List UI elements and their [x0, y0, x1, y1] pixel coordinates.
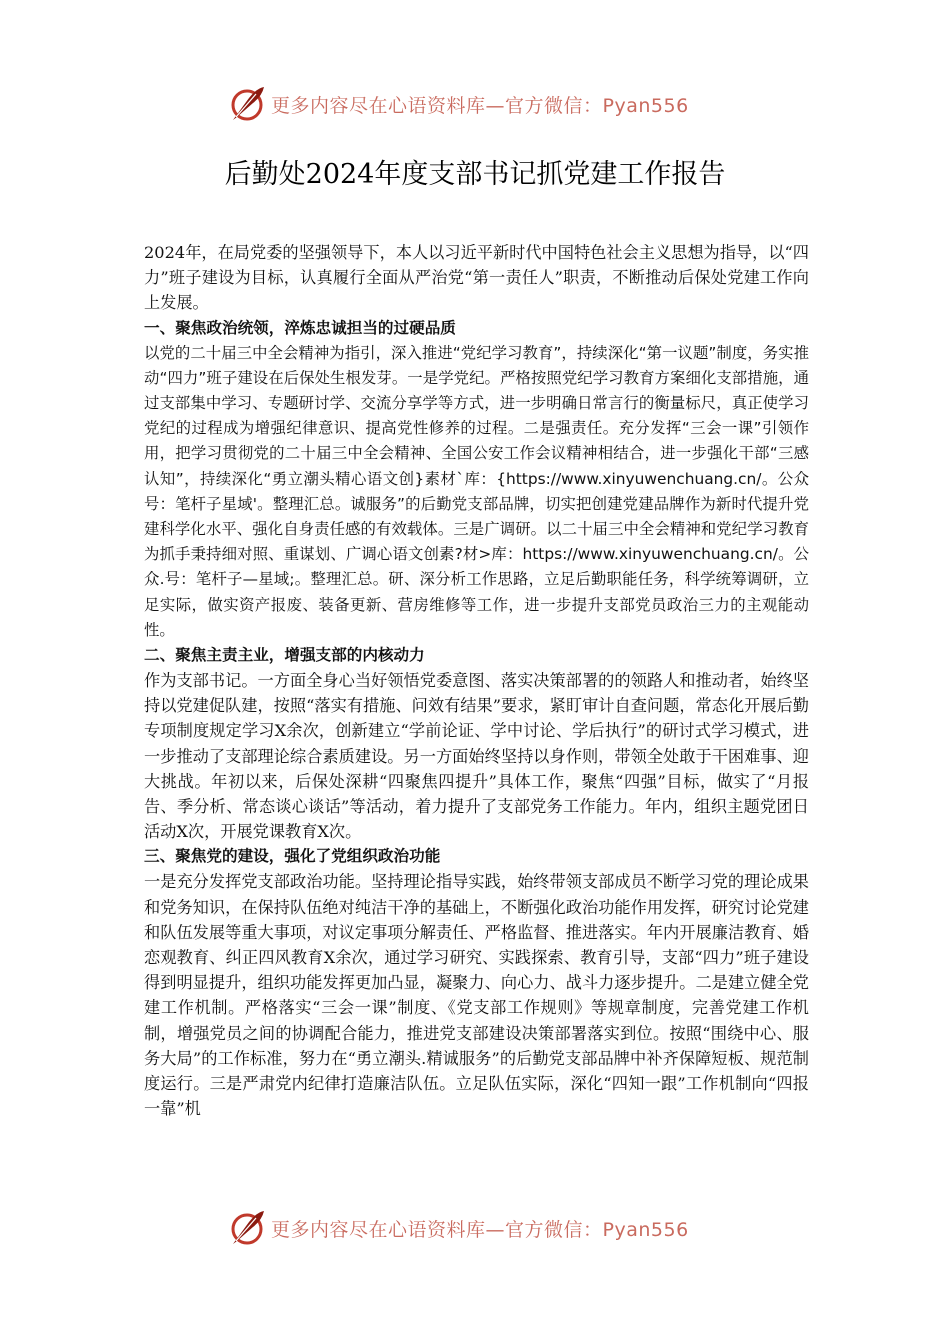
watermark-text: 更多内容尽在心语资料库—官方微信：Pyan556 [271, 94, 689, 117]
footer-watermark [227, 1206, 727, 1250]
header-watermark [227, 82, 727, 126]
section-heading: 一、聚焦政治统领，淬炼忠诚担当的过硬品质 [144, 318, 456, 337]
section-heading: 二、聚焦主责主业，增强支部的内核动力 [144, 646, 425, 665]
section-paragraph: 一是充分发挥党支部政治功能。坚持理论指导实践，始终带领支部成员不断学习党的理论成果和党务知识，在保持队伍绝对纯洁干净的基础上，不断强化政治功能作用发挥，研究讨论党建和队伍发展等重大事项，对议定事项分解责任、严格监督、推进落实。年内开展廉洁教育、婚恋观教育、纠正四风教育X余次，通过学习研究、实践探索、教育引导，支部“四力”班子建设得到明显提升，组织功能发挥更加凸显，凝聚力、向心力、战斗力逐步提升。二是建立健全党建工作机制。严格落实“三会一课”制度、《党支部工作规则》等规章制度，完善党建工作机制，增强党员之间的协调配合能力，推进党支部建设决策部署落实到位。按照“围绕中心、服务大局”的工作标准，努力在“勇立潮头.精诚服务”的后勤党支部品牌中补齐保障短板、规范制度运行。三是严肃党内纪律打造廉洁队伍。立足队伍实际，深化“四知一跟”工作机制向“四报一靠”机 [144, 872, 809, 1119]
section-paragraph: 作为支部书记。一方面全身心当好领悟党委意图、落实决策部署的的领路人和推动者，始终坚持以党建促队建，按照“落实有措施、问效有结果”要求，紧盯审计自查问题，常态化开展后勤专项制度规定学习X余次，创新建立“学前论证、学中讨论、学后执行”的研讨式学习模式，进一步推动了支部理论综合素质建设。另一方面始终坚持以身作则，带领全处敢于干困难事、迎大挑战。年初以来，后保处深耕“四聚焦四提升”具体工作，聚焦“四强”目标，做实了“月报告、季分析、常态谈心谈话”等活动，着力提升了支部党务工作能力。年内，组织主题党团日活动X次，开展党课教育X次。 [144, 671, 809, 842]
section-paragraph: 以党的二十届三中全会精神为指引，深入推进“党纪学习教育”，持续深化“第一议题”制度，务实推动“四力”班子建设在后保处生根发芽。一是学党纪。严格按照党纪学习教育方案细化支部措施，通过支部集中学习、专题研讨学、交流分享学等方式，进一步明确日常言行的衡量标尺，真正使学习党纪的过程成为增强纪律意识、提高党性修养的过程。二是强责任。充分发挥“三会一课”引领作用，把学习贯彻党的二十届三中全会精神、全国公安工作会议精神相结合，进一步强化干部“三感认知”，持续深化“勇立潮头精心语文创}素材`库：{https://www.xinyuwenchuang.cn/。公众号：笔杆子星域'。整理汇总。诚服务”的后勤党支部品牌，切实把创建党建品牌作为新时代提升党建科学化水平、强化自身责任感的有效载体。三是广调研。以二十届三中全会精神和党纪学习教育为抓手秉持细对照、重谋划、广调心语文创素?材>库：https://www.xinyuwenchuang.cn/。公众.号：笔杆子—星域;。整理汇总。研、深分析工作思路，立足后勤职能任务，科学统筹调研，立足实际，做实资产报废、装备更新、营房维修等工作，进一步提升支部党员政治三力的主观能动性。 [144, 343, 809, 639]
intro-paragraph: 2024年，在局党委的坚强领导下，本人以习近平新时代中国特色社会主义思想为指导，以“四力”班子建设为目标，认真履行全面从严治党“第一责任人”职责，不断推动后保处党建工作向上发展。 [144, 243, 809, 313]
section-heading: 三、聚焦党的建设，强化了党组织政治功能 [144, 847, 441, 866]
quill-logo-icon [227, 84, 267, 124]
watermark-text: 更多内容尽在心语资料库—官方微信：Pyan556 [271, 1218, 689, 1241]
quill-logo-icon [227, 1208, 267, 1248]
document-body [144, 240, 809, 1122]
document-title: 后勤处2024年度支部书记抓党建工作报告 [224, 159, 726, 190]
